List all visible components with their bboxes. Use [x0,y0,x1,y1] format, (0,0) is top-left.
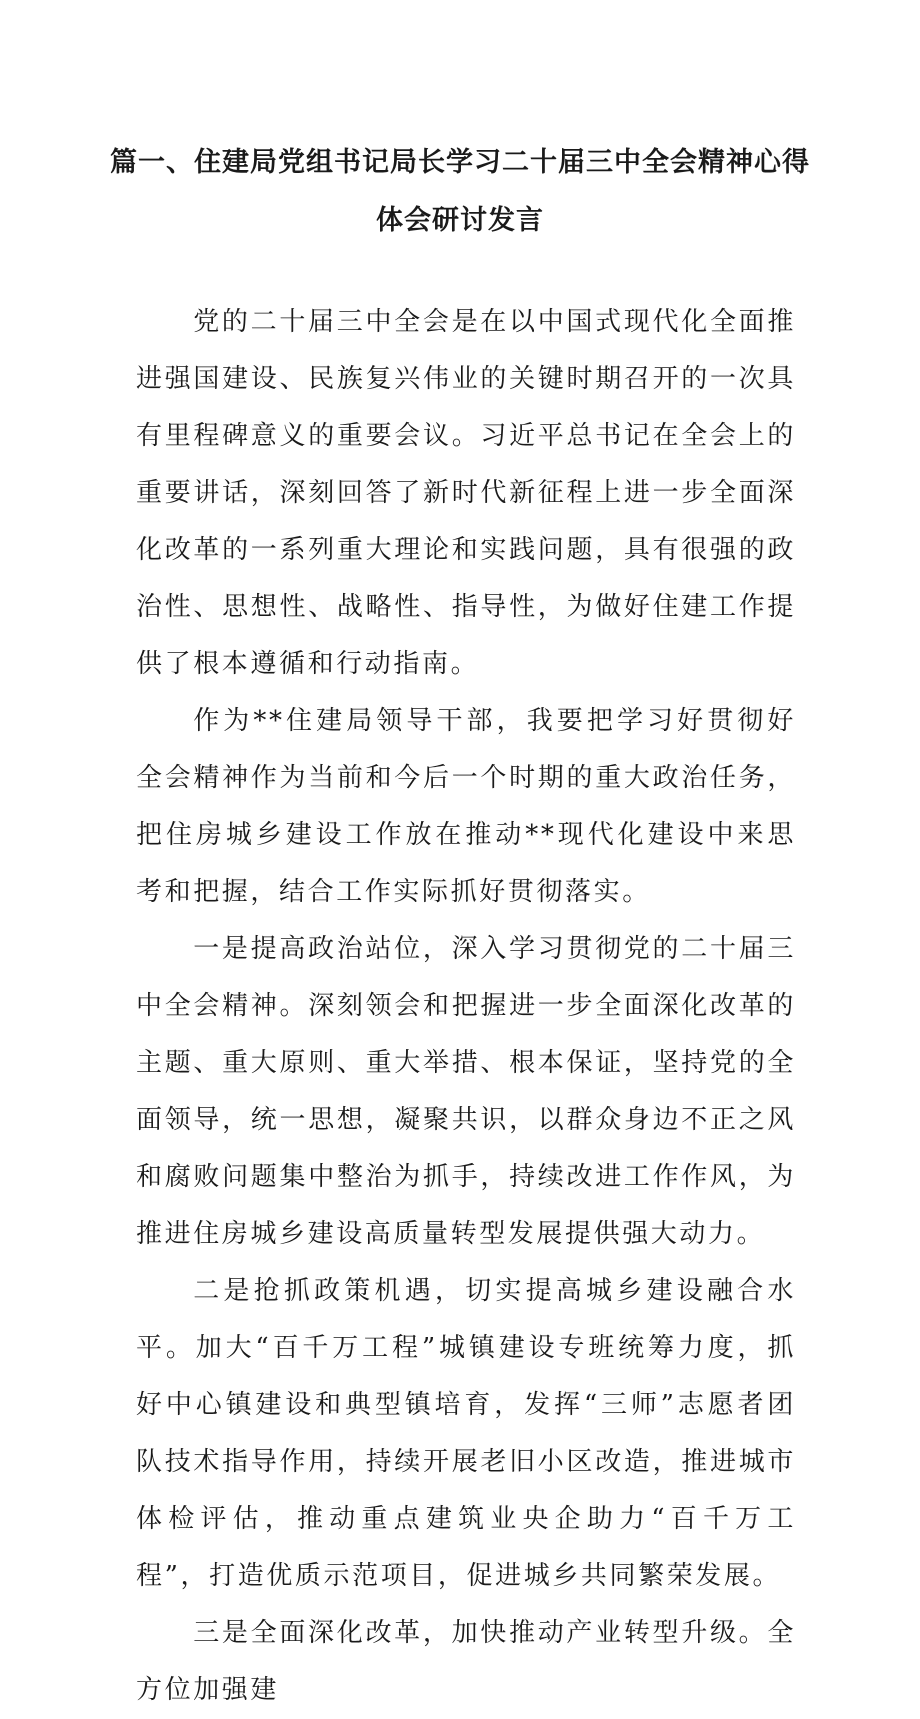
paragraph-point-one: 一是提高政治站位，深入学习贯彻党的二十届三中全会精神。深刻领会和把握进一步全面深化改革的主题、重大原则、重大举措、根本保证，坚持党的全面领导，统一思想，凝聚共识，以群众身边不正之风和腐败问题集中整治为抓手，持续改进工作作风，为推进住房城乡建设高质量转型发展提供强大动力。 [136,934,796,1249]
paragraph-point-two: 二是抢抓政策机遇，切实提高城乡建设融合水平。加大“百千万工程”城镇建设专班统筹力度，抓好中心镇建设和典型镇培育，发挥“三师”志愿者团队技术指导作用，持续开展老旧小区改造，推进城市体检评估，推动重点建筑业央企助力“百千万工程”，打造优质示范项目，促进城乡共同繁荣发展。 [136,1276,796,1591]
document-title-line-1: 篇一、住建局党组书记局长学习二十届三中全会精神心得 [110,147,810,178]
paragraph-commitment: 作为**住建局领导干部，我要把学习好贯彻好全会精神作为当前和今后一个时期的重大政治任务，把住房城乡建设工作放在推动**现代化建设中来思考和把握，结合工作实际抓好贯彻落实。 [136,706,796,907]
document-title-line-2: 体会研讨发言 [376,205,544,236]
document-body [136,294,796,1719]
paragraph-point-three: 三是全面深化改革，加快推动产业转型升级。全方位加强建 [136,1618,796,1705]
paragraph-intro: 党的二十届三中全会是在以中国式现代化全面推进强国建设、民族复兴伟业的关键时期召开的一次具有里程碑意义的重要会议。习近平总书记在全会上的重要讲话，深刻回答了新时代新征程上进一步全面深化改革的一系列重大理论和实践问题，具有很强的政治性、思想性、战略性、指导性，为做好住建工作提供了根本遵循和行动指南。 [136,307,796,679]
